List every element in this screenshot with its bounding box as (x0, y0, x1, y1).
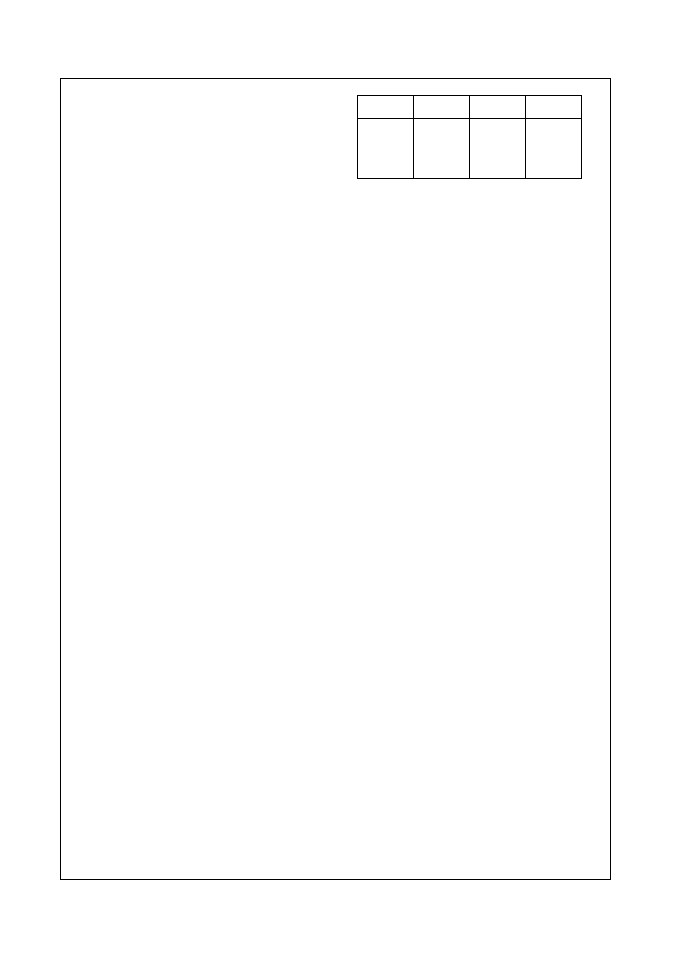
approval-header (358, 96, 414, 119)
signature-cell[interactable] (358, 119, 414, 179)
form-frame (60, 78, 611, 880)
signature-cell[interactable] (470, 119, 526, 179)
approval-header (414, 96, 470, 119)
approval-header (470, 96, 526, 119)
signature-cell[interactable] (414, 119, 470, 179)
approval-box (357, 95, 582, 179)
approval-header (526, 96, 582, 119)
date-line (74, 177, 188, 190)
signature-cell[interactable] (526, 119, 582, 179)
